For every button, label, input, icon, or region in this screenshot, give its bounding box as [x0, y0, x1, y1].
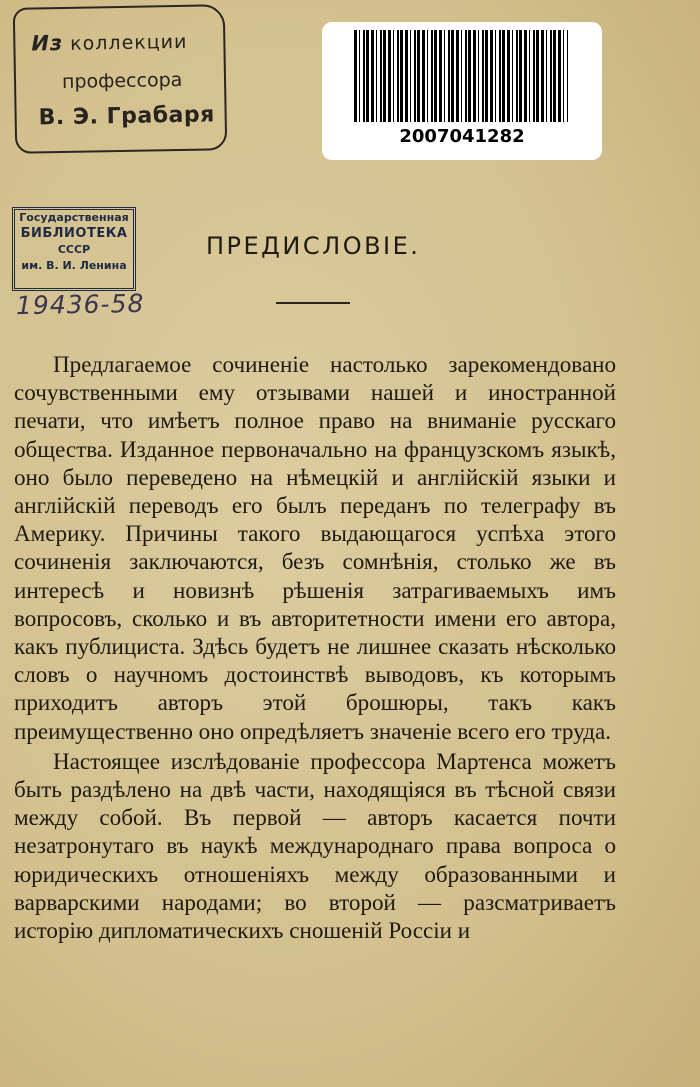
library-stamp-line2: БИБЛИОТЕКА: [20, 226, 128, 241]
barcode-bars: [354, 30, 568, 122]
inventory-number: 19436-58: [15, 288, 145, 321]
barcode-number: 2007041282: [399, 126, 525, 147]
collection-stamp-line2: профессора: [61, 68, 183, 94]
library-stamp-line4: им. В. И. Ленина: [21, 259, 127, 272]
paragraph: Настоящее изслѣдованіе профессора Мартенса можетъ быть раздѣлено на двѣ части, находящіяся въ тѣсной связи между собой. Въ первой — авторъ касается почти незатронутаго въ наукѣ международнаго права вопроса о юридическихъ отношеніяхъ между образованными и варварскими народами; во второй — разсматриваетъ исторію дипломатическихъ сношеній Россіи и: [14, 747, 616, 944]
collection-stamp-line1: Из коллекции: [31, 30, 188, 56]
collection-stamp-line3: В. Э. Грабаря: [38, 102, 215, 131]
library-stamp: [12, 207, 136, 291]
paragraph: Предлагаемое сочиненіе настолько зарекомендовано сочувственными ему отзывами нашей и иностранной печати, что имѣетъ полное право на вниманіе русскаго общества. Изданное первоначально на французскомъ языкѣ, оно было переведено на нѣмецкій и англійскій языки и англійскій переводъ его былъ переданъ по телеграфу въ Америку. Причины такого выдающагося успѣха этого сочиненія заключаются, безъ сомнѣнія, столько же въ интересѣ и новизнѣ рѣшенія затрагиваемыхъ имъ вопросовъ, сколько и въ авторитетности имени его автора, какъ публициста. Здѣсь будетъ не лишнее сказать нѣсколько словъ о научномъ достоинствѣ выводовъ, къ которымъ приходитъ авторъ этой брошюры, такъ какъ преимущественно оно опредѣляетъ значеніе всего его труда.: [14, 351, 616, 744]
page-heading: ПРЕДИСЛОВІЕ.: [206, 232, 421, 260]
barcode-label: [322, 22, 602, 160]
library-stamp-line1: Государственная: [19, 211, 129, 224]
heading-rule: [276, 302, 350, 304]
collection-stamp: [13, 4, 228, 154]
library-stamp-line3: СССР: [57, 243, 91, 256]
body-text: [14, 350, 616, 944]
